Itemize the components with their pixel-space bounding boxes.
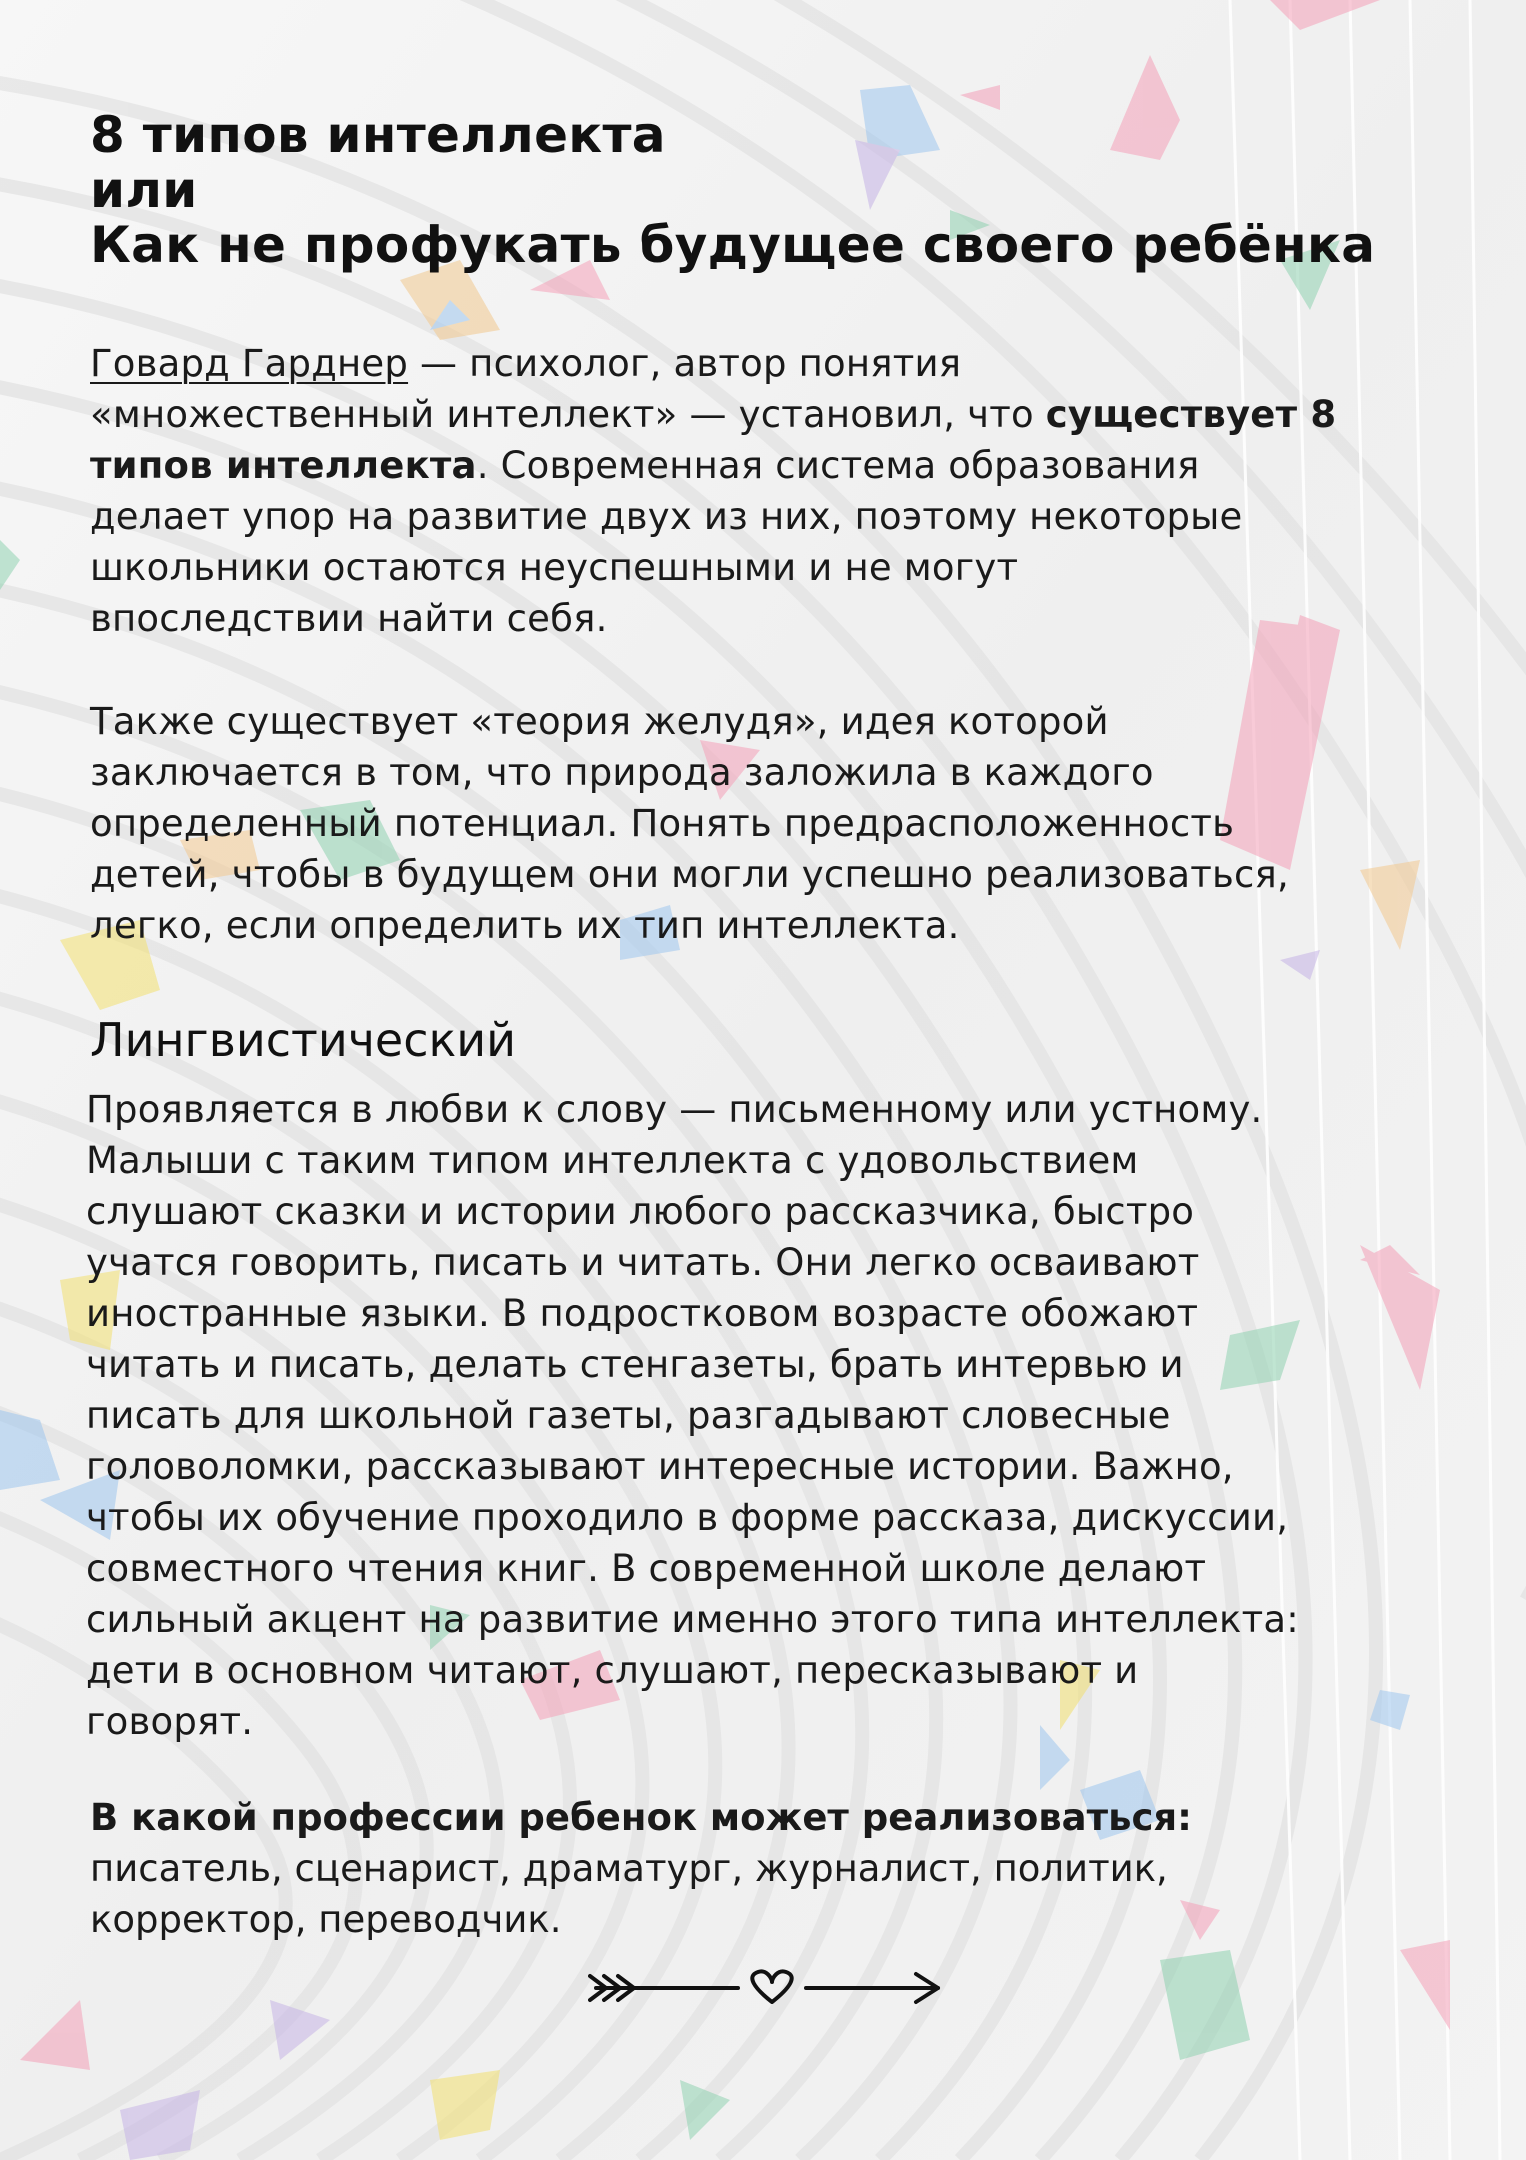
linguistic-line: дети в основном читают, слушают, пересказывают и bbox=[86, 1649, 1139, 1692]
linguistic-line: писать для школьной газеты, разгадывают словесные bbox=[86, 1394, 1171, 1437]
linguistic-line: чтобы их обучение проходило в форме рассказа, дискуссии, bbox=[86, 1496, 1289, 1539]
linguistic-line: Малыши с таким типом интеллекта с удовольствием bbox=[86, 1139, 1139, 1182]
title-line-3: Как не профукать будущее своего ребёнка bbox=[90, 216, 1376, 274]
professions-line-2: корректор, переводчик. bbox=[90, 1898, 562, 1941]
acorn-line: определенный потенциал. Понять предрасположенность bbox=[90, 802, 1235, 845]
acorn-line: детей, чтобы в будущем они могли успешно реализоваться, bbox=[90, 853, 1289, 896]
intro-line-3 bbox=[90, 440, 1336, 491]
linguistic-line: сильный акцент на развитие именно этого типа интеллекта: bbox=[86, 1598, 1299, 1641]
intro-line-1-rest: — психолог, автор понятия bbox=[408, 342, 962, 385]
linguistic-line: слушают сказки и истории любого рассказчика, быстро bbox=[86, 1190, 1195, 1233]
intro-line-2-start: «множественный интеллект» — установил, что bbox=[90, 393, 1046, 436]
gardner-link[interactable]: Говард Гарднер bbox=[90, 342, 409, 385]
linguistic-paragraph bbox=[86, 1084, 1299, 1747]
intro-line-1 bbox=[90, 338, 1336, 389]
professions-line-1: писатель, сценарист, драматург, журналист, политик, bbox=[90, 1847, 1168, 1890]
linguistic-line: Проявляется в любви к слову — письменному или устному. bbox=[86, 1088, 1263, 1131]
intro-line-2 bbox=[90, 389, 1336, 440]
intro-line-4: делает упор на развитие двух из них, поэтому некоторые bbox=[90, 495, 1243, 538]
acorn-line: заключается в том, что природа заложила в каждого bbox=[90, 751, 1154, 794]
intro-paragraph bbox=[90, 338, 1336, 644]
title-line-2: или bbox=[90, 161, 198, 219]
intro-line-3-rest: . Современная система образования bbox=[476, 444, 1200, 487]
linguistic-line: головоломки, рассказывают интересные истории. Важно, bbox=[86, 1445, 1234, 1488]
professions-heading: В какой профессии ребенок может реализоваться: bbox=[90, 1796, 1192, 1839]
title-line-1: 8 типов интеллекта bbox=[90, 106, 666, 164]
intro-line-6: впоследствии найти себя. bbox=[90, 597, 608, 640]
linguistic-line: читать и писать, делать стенгазеты, брать интервью и bbox=[86, 1343, 1184, 1386]
linguistic-line: совместного чтения книг. В современной школе делают bbox=[86, 1547, 1207, 1590]
linguistic-line: иностранные языки. В подростковом возрасте обожают bbox=[86, 1292, 1199, 1335]
linguistic-line: говорят. bbox=[86, 1700, 254, 1743]
intro-line-2-bold: существует 8 bbox=[1045, 393, 1337, 436]
acorn-theory-paragraph bbox=[90, 696, 1289, 951]
intro-line-3-bold: типов интеллекта bbox=[90, 444, 477, 487]
section-heading-linguistic: Лингвистический bbox=[90, 1013, 517, 1067]
acorn-line: Также существует «теория желудя», идея которой bbox=[90, 700, 1109, 743]
professions-block bbox=[90, 1792, 1192, 1945]
arrow-heart-divider-icon bbox=[588, 1964, 944, 2012]
acorn-line: легко, если определить их тип интеллекта. bbox=[90, 904, 960, 947]
intro-line-5: школьники остаются неуспешными и не могут bbox=[90, 546, 1019, 589]
page-title bbox=[90, 108, 1375, 273]
linguistic-line: учатся говорить, писать и читать. Они легко осваивают bbox=[86, 1241, 1200, 1284]
